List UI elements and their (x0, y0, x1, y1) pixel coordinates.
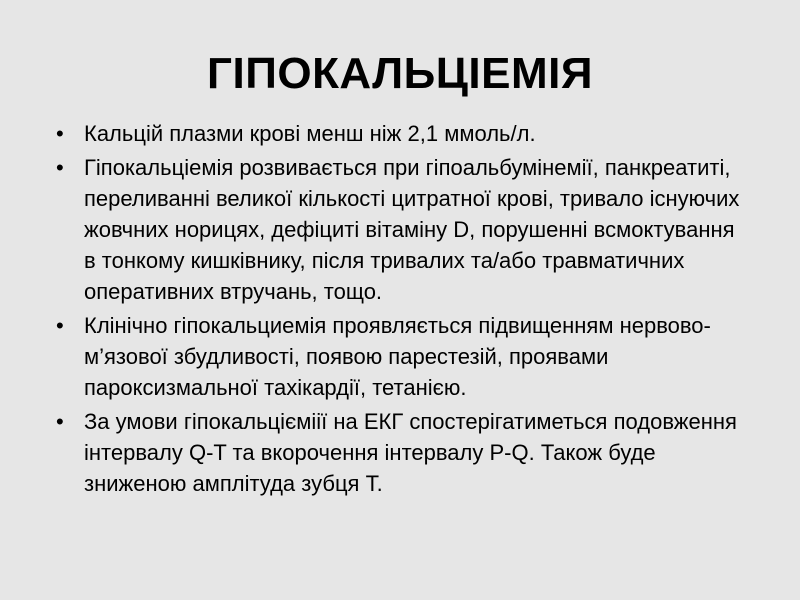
slide-title: ГІПОКАЛЬЦІЕМІЯ (207, 49, 593, 98)
bullet-item (56, 152, 746, 307)
bullet-point-icon: • (56, 313, 64, 338)
bullet-list (56, 118, 746, 502)
bullet-text: За умови гіпокальцієміії на ЕКГ спостерігатиметься подовження інтервалу Q-T та вкорочення інтервалу P-Q. Також буде зниженою амплітуда зубця T. (84, 409, 737, 496)
bullet-item (56, 310, 746, 403)
bullet-point-icon: • (56, 155, 64, 180)
bullet-item (56, 118, 746, 149)
bullet-text: Гіпокальціемія розвивається при гіпоальбумінемії, панкреатиті, переливанні великої кількості цитратної крові, тривало існуючих жовчних норицях, дефіциті вітаміну D, порушенні всмоктування в тонкому кишківнику, після тривалих та/або травматичних оперативних втручань, тощо. (84, 155, 740, 304)
bullet-text: Кальцій плазми крові менш ніж 2,1 ммоль/л. (84, 121, 536, 146)
bullet-text: Клінічно гіпокальциемія проявляється підвищенням нервово-м’язової збудливості, появою парестезій, проявами пароксизмальної тахікардії, тетанією. (84, 313, 711, 400)
bullet-point-icon: • (56, 409, 64, 434)
bullet-point-icon: • (56, 121, 64, 146)
bullet-item (56, 406, 746, 499)
